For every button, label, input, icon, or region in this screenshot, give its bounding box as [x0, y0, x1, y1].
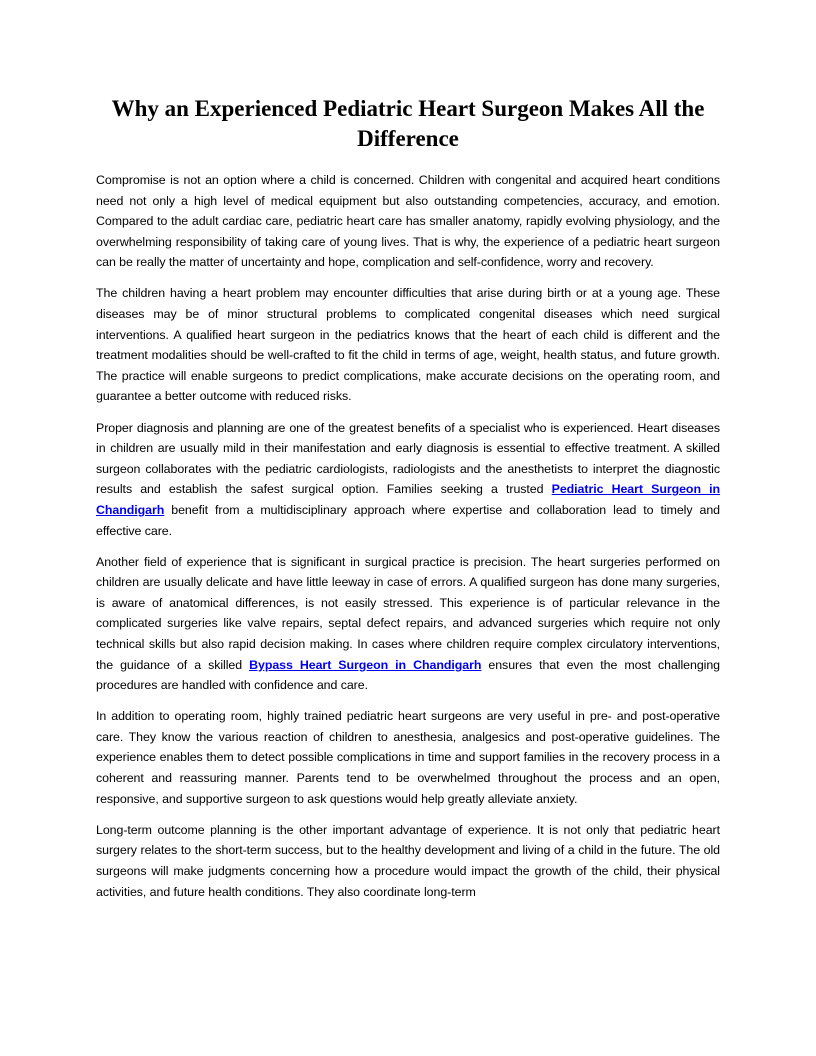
- paragraph-4-text-before: Another field of experience that is significant in surgical practice is precision. The heart surgeries performed on children are usually delicate and have little leeway in case of errors. A qualified surgeon has done many surgeries, is aware of anatomical differences, is not easily stressed. This experience is of particular relevance in the complicated surgeries like valve repairs, septal defect repairs, and advanced surgeries which require not only technical skills but also rapid decision making. In cases where children require complex circulatory interventions, the guidance of a skilled: [96, 554, 720, 672]
- paragraph-3: [96, 418, 720, 542]
- bypass-heart-surgeon-link[interactable]: Bypass Heart Surgeon in Chandigarh: [249, 657, 482, 672]
- pediatric-heart-surgeon-link[interactable]: Pediatric Heart Surgeon in Chandigarh: [96, 482, 720, 517]
- paragraph-3-text-before: Proper diagnosis and planning are one of the greatest benefits of a specialist who is experienced. Heart diseases in children are usually mild in their manifestation and early diagnosis is essential to effective treatment. A skilled surgeon collaborates with the pediatric cardiologists, radiologists and the anesthetists to interpret the diagnostic results and establish the safest surgical option. Families seeking a trusted: [96, 420, 720, 497]
- page-title: Why an Experienced Pediatric Heart Surgeon Makes All the Difference: [111, 96, 705, 151]
- paragraph-5: In addition to operating room, highly trained pediatric heart surgeons are very useful in pre- and post-operative care. They know the various reaction of children to anesthesia, analgesics and post-operative guidelines. The experience enables them to detect possible complications in time and support families in the recovery process in a coherent and reassuring manner. Parents tend to be overwhelmed throughout the process and an open, responsive, and supportive surgeon to ask questions would help greatly alleviate anxiety.: [96, 709, 720, 806]
- paragraph-4: [96, 552, 720, 696]
- paragraph-4-text-after: ensures that even the most challenging procedures are handled with confidence and care.: [96, 657, 721, 693]
- document-body: [96, 170, 720, 913]
- paragraph-1: Compromise is not an option where a child is concerned. Children with congenital and acquired heart conditions need not only a high level of medical equipment but also outstanding competencies, accuracy, and emotion. Compared to the adult cardiac care, pediatric heart care has smaller anatomy, rapidly evolving physiology, and the overwhelming responsibility of taking care of young lives. That is why, the experience of a pediatric heart surgeon can be really the matter of uncertainty and hope, complication and self-confidence, worry and recovery.: [96, 173, 720, 270]
- paragraph-3-text-after: benefit from a multidisciplinary approach where expertise and collaboration lead to timely and effective care.: [96, 502, 720, 538]
- paragraph-6: Long-term outcome planning is the other important advantage of experience. It is not only that pediatric heart surgery relates to the short-term success, but to the healthy development and living of a child in the future. The old surgeons will make judgments concerning how a procedure would impact the growth of the child, their physical activities, and future health conditions. They also coordinate long-term: [96, 822, 720, 899]
- paragraph-2: The children having a heart problem may encounter difficulties that arise during birth or at a young age. These diseases may be of minor structural problems to complicated congenital diseases which need surgical interventions. A qualified heart surgeon in the pediatrics knows that the heart of each child is different and the treatment modalities should be well-crafted to fit the child in terms of age, weight, health status, and future growth. The practice will enable surgeons to predict complications, make accurate decisions on the operating room, and guarantee a better outcome with reduced risks.: [96, 286, 720, 404]
